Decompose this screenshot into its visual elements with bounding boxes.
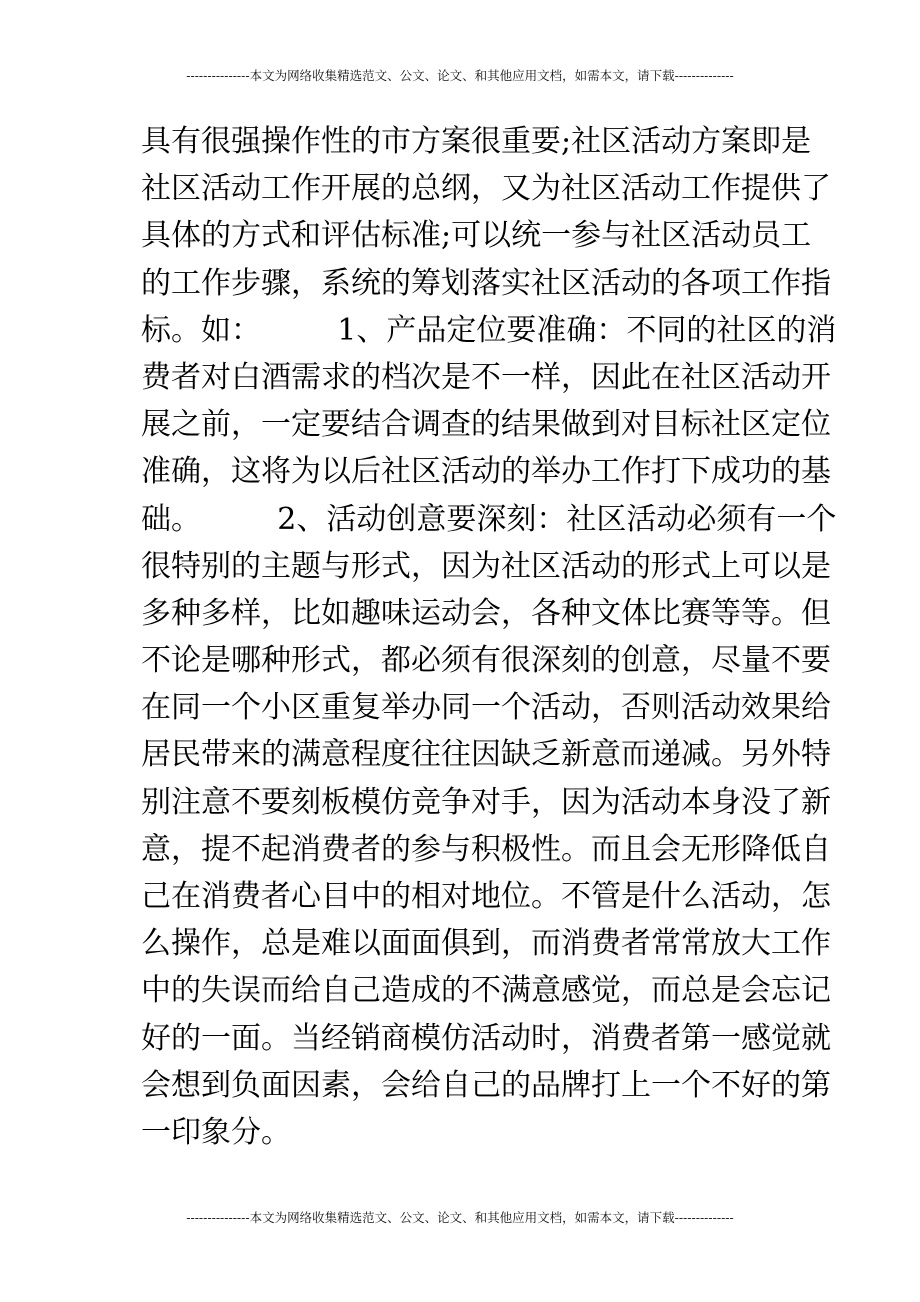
body-text <box>141 118 837 1156</box>
body-line: 中的失误而给自己造成的不满意感觉，而总是会忘记 <box>141 973 831 1009</box>
body-line: 居民带来的满意程度往往因缺乏新意而递减。另外特 <box>141 737 831 773</box>
body-line: 好的一面。当经销商模仿活动时，消费者第一感觉就 <box>141 1020 831 1056</box>
body-line: 很特别的主题与形式，因为社区活动的形式上可以是 <box>141 548 831 584</box>
body-line: 么操作，总是难以面面俱到，而消费者常常放大工作 <box>141 926 831 962</box>
body-line: 己在消费者心目中的相对地位。不管是什么活动，怎 <box>141 879 831 914</box>
body-line: 意，提不起消费者的参与积极性。而且会无形降低自 <box>141 831 831 867</box>
body-line: 多种多样，比如趣味运动会，各种文体比赛等等。但 <box>141 595 831 631</box>
body-line: 不论是哪种形式，都必须有很深刻的创意，尽量不要 <box>141 643 831 679</box>
body-line: 社区活动工作开展的总纲，又为社区活动工作提供了 <box>141 171 831 207</box>
body-line: 一印象分。 <box>141 1114 291 1150</box>
body-line: 在同一个小区重复举办同一个活动，否则活动效果给 <box>141 690 831 726</box>
body-line: 标。如： 1、产品定位要准确：不同的社区的消 <box>141 312 837 348</box>
body-line: 展之前，一定要结合调查的结果做到对目标社区定位 <box>141 407 831 443</box>
body-line: 具有很强操作性的市方案很重要;社区活动方案即是 <box>141 124 812 159</box>
body-line: 费者对白酒需求的档次是不一样，因此在社区活动开 <box>141 359 831 395</box>
body-line: 会想到负面因素，会给自己的品牌打上一个不好的第 <box>141 1067 831 1103</box>
page-header: ---------------本文为网络收集精选范文、公文、论文、和其他应用文档，如需本文，请下载-------------- <box>186 68 734 83</box>
body-line: 的工作步骤，系统的筹划落实社区活动的各项工作指 <box>141 265 831 301</box>
body-line: 础。 2、活动创意要深刻：社区活动必须有一个 <box>141 501 837 537</box>
body-line: 别注意不要刻板模仿竞争对手，因为活动本身没了新 <box>141 784 831 820</box>
page-footer: ---------------本文为网络收集精选范文、公文、论文、和其他应用文档，如需本文，请下载-------------- <box>186 1210 734 1225</box>
body-line: 准确，这将为以后社区活动的举办工作打下成功的基 <box>141 454 831 490</box>
body-line: 具体的方式和评估标准;可以统一参与社区活动员工 <box>141 218 812 254</box>
